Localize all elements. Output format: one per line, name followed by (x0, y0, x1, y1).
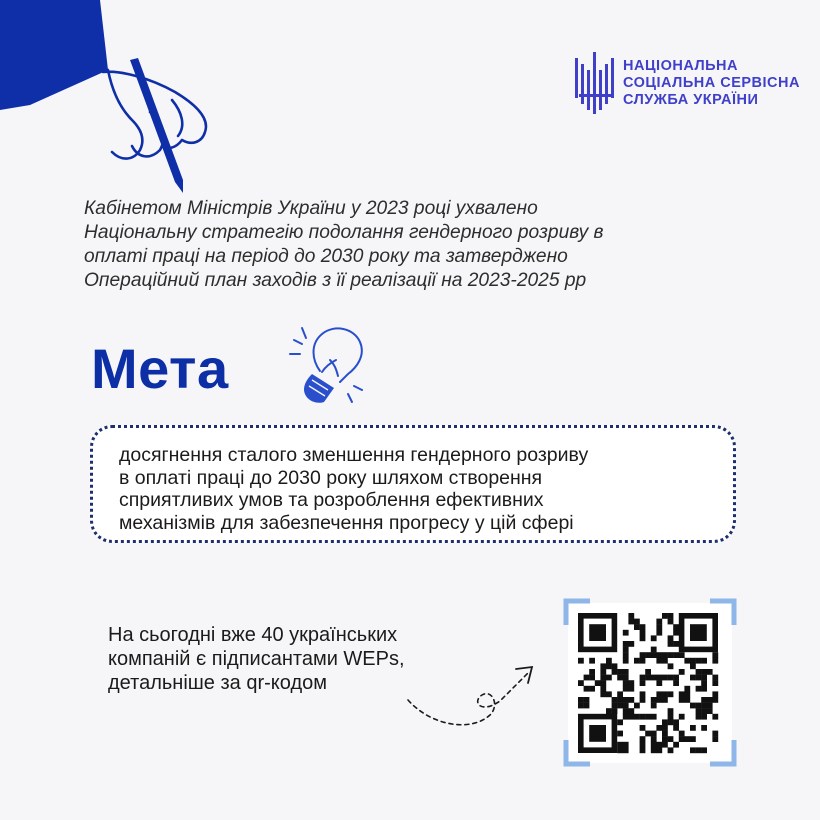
hand-with-pen-icon (0, 0, 230, 210)
light-bulb-icon (282, 316, 372, 408)
logo-line: СЛУЖБА УКРАЇНИ (623, 92, 759, 108)
logo (573, 50, 800, 116)
goal-line: в оплаті праці до 2030 року шляхом створення (119, 466, 543, 489)
wep-line: детальніше за qr-кодом (108, 672, 327, 694)
intro-line: оплаті праці на період до 2030 року та затверджено (84, 246, 568, 267)
wep-line: На сьогодні вже 40 українських (108, 624, 398, 646)
intro-paragraph (84, 197, 784, 293)
dashed-arrow-icon (400, 655, 540, 735)
goal-line: сприятливих умов та розроблення ефективних (119, 489, 544, 511)
logo-line: СОЦІАЛЬНА СЕРВІСНА (623, 75, 800, 91)
wep-line: компаній є підписантами WEPs, (108, 648, 405, 670)
wep-paragraph (108, 623, 405, 695)
goal-line: механізмів для забезпечення прогресу у цій сфері (119, 511, 574, 534)
goal-title: Мета (91, 337, 229, 400)
qr-code[interactable] (560, 595, 740, 770)
logo-line: НАЦІОНАЛЬНА (623, 58, 739, 74)
intro-line: Національну стратегію подолання гендерного розриву в (84, 222, 604, 243)
goal-line: досягнення сталого зменшення гендерного розриву (119, 444, 589, 466)
intro-line: Кабінетом Міністрів України у 2023 році ухвалено (84, 198, 538, 219)
goal-box (90, 425, 736, 543)
intro-line: Операційний план заходів з її реалізації на 2023-2025 рр (84, 270, 587, 291)
trident-logo-icon (573, 50, 619, 116)
